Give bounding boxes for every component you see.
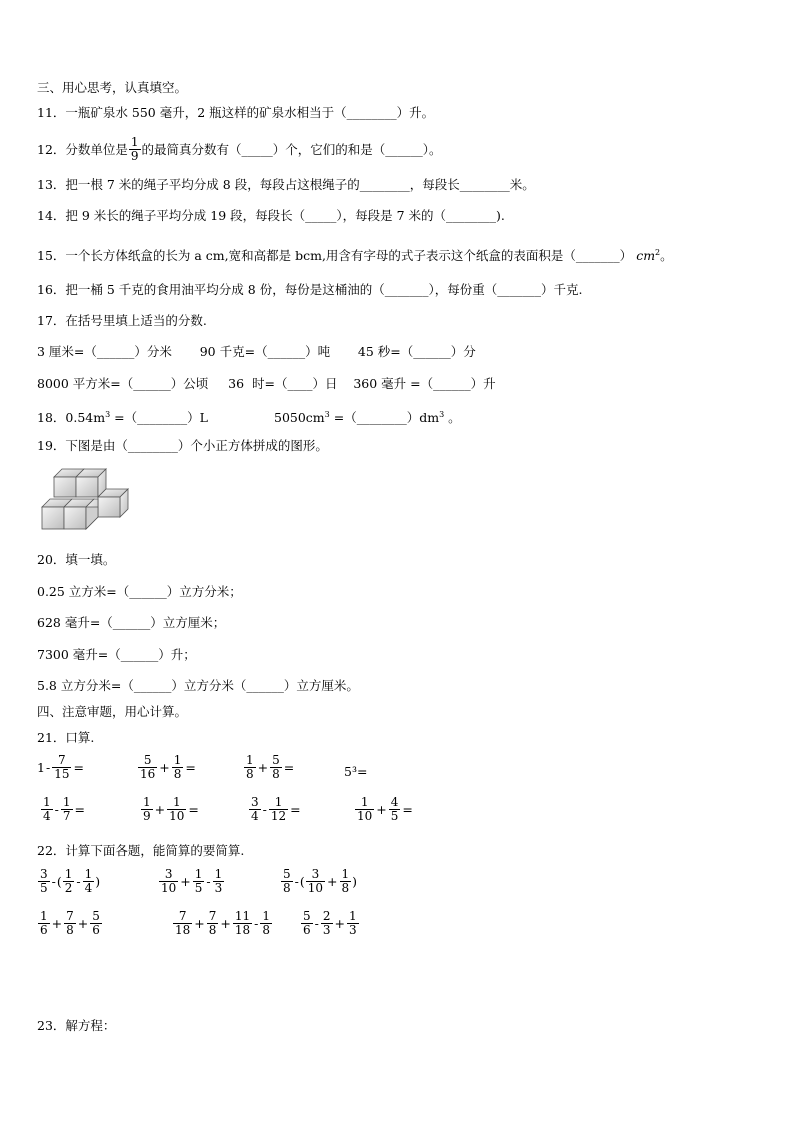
q18-c-sup: 3 <box>324 410 330 419</box>
frac-den: 5 <box>194 881 203 895</box>
op-eq: = <box>283 760 295 775</box>
question-18 <box>37 407 208 426</box>
expr-22-2 <box>158 868 225 895</box>
op-minus: - <box>76 874 81 889</box>
fraction <box>159 868 178 895</box>
fraction <box>52 754 71 781</box>
fraction <box>61 796 73 823</box>
fraction <box>270 754 282 781</box>
op-minus: - <box>314 916 319 931</box>
question-19: 19．下图是由（________）个小正方体拼成的图形。 <box>37 438 328 453</box>
op-eq: = <box>402 802 413 817</box>
frac-den: 15 <box>54 767 70 781</box>
frac-den: 8 <box>66 923 74 937</box>
frac-num: 1 <box>274 795 283 809</box>
fraction <box>38 868 50 895</box>
question-22: 22．计算下面各题，能简算的要简算. <box>37 843 245 858</box>
frac-num: 3 <box>164 867 173 881</box>
cube-front-face <box>98 497 120 517</box>
frac-den: 3 <box>214 881 223 895</box>
op-plus: + <box>257 760 269 775</box>
frac-num: 7 <box>58 753 66 767</box>
fraction <box>244 754 256 781</box>
frac-den: 7 <box>62 809 71 823</box>
op-minus: - <box>45 760 51 775</box>
fraction <box>167 796 186 823</box>
question-23: 23．解方程： <box>37 1018 116 1033</box>
fraction <box>172 754 184 781</box>
frac-num: 7 <box>66 909 74 923</box>
q18-d: =（________）dm <box>329 410 440 426</box>
frac-num: 1 <box>172 795 181 809</box>
cube-front-face <box>54 477 76 497</box>
frac-den: 10 <box>307 881 324 895</box>
fraction <box>90 910 102 937</box>
frac-den: 10 <box>357 809 373 823</box>
frac-den: 8 <box>246 767 254 781</box>
frac-den: 5 <box>40 881 48 895</box>
frac-num: 2 <box>322 909 331 923</box>
question-20-d: 5.8 立方分米=（______）立方分米（______）立方厘米。 <box>37 678 359 693</box>
frac-den: 8 <box>262 923 271 937</box>
fraction <box>321 910 333 937</box>
fraction <box>249 796 261 823</box>
op-plus: + <box>154 802 166 817</box>
num: 1 <box>37 760 45 775</box>
question-17: 17．在括号里填上适当的分数. <box>37 313 207 328</box>
expr-22-5 <box>172 910 273 937</box>
section-heading-4: 四、注意审题，用心计算。 <box>37 704 188 719</box>
paren-left: ( <box>299 874 305 889</box>
frac-num: 4 <box>390 795 399 809</box>
frac-num: 5 <box>272 753 280 767</box>
op-plus: + <box>159 760 170 775</box>
op-minus: - <box>54 802 59 817</box>
frac-num: 5 <box>283 867 291 881</box>
frac-den: 4 <box>251 809 259 823</box>
fraction <box>64 910 76 937</box>
expr-21-2 <box>137 754 197 781</box>
fraction <box>213 868 225 895</box>
frac-den: 10 <box>161 881 177 895</box>
frac-den: 12 <box>270 809 287 823</box>
paren-right: ) <box>95 874 101 889</box>
cube-front-face <box>42 507 64 529</box>
expr-21-3 <box>243 754 295 781</box>
frac-den: 8 <box>208 923 217 937</box>
frac-num: 1 <box>214 867 223 881</box>
question-15-end: 。 <box>660 248 673 264</box>
question-20-c: 7300 毫升=（______）升； <box>37 647 196 662</box>
op-eq: = <box>188 802 199 817</box>
question-12-prefix: 12．分数单位是 <box>37 141 128 157</box>
frac-den: 8 <box>283 881 291 895</box>
cube-front-face <box>64 507 86 529</box>
paren-right: ) <box>352 874 358 889</box>
frac-num: 1 <box>341 867 350 881</box>
cube-side-face <box>86 507 98 529</box>
question-17-row-1: 3 厘米=（______）分米 90 千克=（______）吨 45 秒=（______）分 <box>37 344 476 359</box>
op-eq: = <box>73 760 84 775</box>
frac-den: 6 <box>40 923 48 937</box>
frac-num: 1 <box>143 795 151 809</box>
power-expr: 5³= <box>344 764 368 779</box>
frac-num: 5 <box>303 909 311 923</box>
fraction <box>389 796 401 823</box>
frac-den: 4 <box>43 809 51 823</box>
expr-21-6 <box>140 796 200 823</box>
q18-e: 。 <box>444 410 461 426</box>
frac-num: 7 <box>178 909 187 923</box>
op-plus: + <box>77 916 89 931</box>
fraction <box>141 796 153 823</box>
op-eq: = <box>185 760 196 775</box>
expr-22-1 <box>37 868 100 895</box>
frac-den: 10 <box>169 809 185 823</box>
question-20-b: 628 毫升=（______）立方厘米； <box>37 615 226 630</box>
question-20: 20．填一填。 <box>37 552 116 567</box>
expr-21-1 <box>37 754 85 781</box>
fraction <box>63 868 75 895</box>
fraction <box>301 910 313 937</box>
frac-den: 8 <box>341 881 350 895</box>
frac-num: 1 <box>360 795 369 809</box>
op-plus: + <box>51 916 63 931</box>
frac-den: 3 <box>349 923 357 937</box>
fraction <box>281 868 293 895</box>
question-13: 13．把一根 7 米的绳子平均分成 8 段，每段占这根绳子的________，每段长________米。 <box>37 177 535 192</box>
frac-num: 1 <box>84 867 93 881</box>
unit-cm: cm <box>636 248 656 264</box>
unit-sup: 2 <box>655 248 661 257</box>
op-minus: - <box>51 874 56 889</box>
q18-b: =（________）L <box>110 410 208 426</box>
expr-21-4 <box>344 764 367 779</box>
question-17-row-2: 8000 平方米=（______）公顷 36 时=（____）日 360 毫升 =（______）升 <box>37 376 496 391</box>
question-15-text: 15．一个长方体纸盒的长为 a cm,宽和高都是 bcm,用含有字母的式子表示这个纸盒的表面积是（_______） <box>37 248 633 264</box>
q18-a: 18．0.54m <box>37 410 106 426</box>
fraction <box>83 868 95 895</box>
frac-num: 3 <box>251 795 259 809</box>
section-heading-3: 三、用心思考，认真填空。 <box>37 80 188 95</box>
frac-den: 8 <box>173 767 182 781</box>
op-plus: + <box>376 802 387 817</box>
op-eq: = <box>290 802 301 817</box>
frac-num: 1 <box>64 867 73 881</box>
frac-den: 5 <box>390 809 399 823</box>
expr-22-6 <box>300 910 360 937</box>
frac-num: 1 <box>246 753 254 767</box>
frac-den: 6 <box>303 923 311 937</box>
op-minus: - <box>294 874 299 889</box>
question-14: 14．把 9 米长的绳子平均分成 19 段，每段长（_____），每段是 7 米的（________). <box>37 208 505 223</box>
frac-num: 1 <box>43 795 51 809</box>
frac-num: 1 <box>349 909 357 923</box>
fraction <box>269 796 288 823</box>
expr-21-8 <box>354 796 414 823</box>
fraction <box>347 910 359 937</box>
paren-left: ( <box>56 874 62 889</box>
question-12-suffix: 的最简真分数有（_____）个，它们的和是（______）。 <box>141 141 442 157</box>
frac-num: 5 <box>92 909 100 923</box>
question-15 <box>37 245 673 264</box>
frac-num: 1 <box>130 135 139 149</box>
frac-num: 1 <box>40 909 48 923</box>
fraction <box>193 868 205 895</box>
frac-num: 7 <box>208 909 217 923</box>
fraction-one-ninth <box>129 136 141 163</box>
frac-den: 9 <box>143 809 151 823</box>
frac-den: 18 <box>234 923 251 937</box>
q18-c: 5050cm <box>274 410 325 426</box>
expr-22-3 <box>280 868 357 895</box>
frac-num: 1 <box>262 909 271 923</box>
op-plus: + <box>194 916 205 931</box>
fraction <box>173 910 192 937</box>
expr-22-4 <box>37 910 103 937</box>
op-minus: - <box>254 916 259 931</box>
frac-den: 6 <box>92 923 100 937</box>
op-plus: + <box>220 916 231 931</box>
frac-den: 8 <box>272 767 280 781</box>
frac-den: 3 <box>322 923 331 937</box>
frac-num: 1 <box>194 867 203 881</box>
frac-num: 1 <box>62 795 71 809</box>
q18-a-sup: 3 <box>105 410 111 419</box>
op-plus: + <box>327 874 338 889</box>
frac-den: 16 <box>140 767 156 781</box>
frac-den: 18 <box>175 923 191 937</box>
frac-num: 5 <box>143 753 152 767</box>
frac-num: 3 <box>40 867 48 881</box>
fraction <box>355 796 374 823</box>
frac-den: 9 <box>130 149 139 163</box>
frac-num: 11 <box>234 909 251 923</box>
fraction <box>207 910 219 937</box>
q18-d-sup: 3 <box>439 410 445 419</box>
cube-front-face <box>76 477 98 497</box>
op-eq: = <box>74 802 85 817</box>
frac-den: 2 <box>64 881 73 895</box>
question-16: 16．把一桶 5 千克的食用油平均分成 8 份，每份是这桶油的（_______），每份重（_______）千克. <box>37 282 583 297</box>
cube-figure <box>40 465 132 531</box>
frac-den: 4 <box>84 881 93 895</box>
fraction <box>233 910 252 937</box>
question-18-part-2 <box>274 407 461 426</box>
fraction <box>138 754 157 781</box>
op-plus: + <box>180 874 191 889</box>
expr-21-5 <box>40 796 86 823</box>
fraction <box>41 796 53 823</box>
expr-21-7 <box>248 796 302 823</box>
fraction <box>306 868 325 895</box>
op-minus: - <box>206 874 211 889</box>
frac-num: 1 <box>173 753 182 767</box>
fraction <box>340 868 352 895</box>
op-plus: + <box>334 916 345 931</box>
question-20-a: 0.25 立方米=（______）立方分米； <box>37 584 242 599</box>
frac-num: 3 <box>311 867 320 881</box>
fraction <box>38 910 50 937</box>
question-21: 21．口算. <box>37 730 95 745</box>
question-12 <box>37 136 442 163</box>
op-minus: - <box>262 802 267 817</box>
fraction <box>260 910 272 937</box>
question-11: 11．一瓶矿泉水 550 毫升，2 瓶这样的矿泉水相当于（________）升。 <box>37 105 435 120</box>
